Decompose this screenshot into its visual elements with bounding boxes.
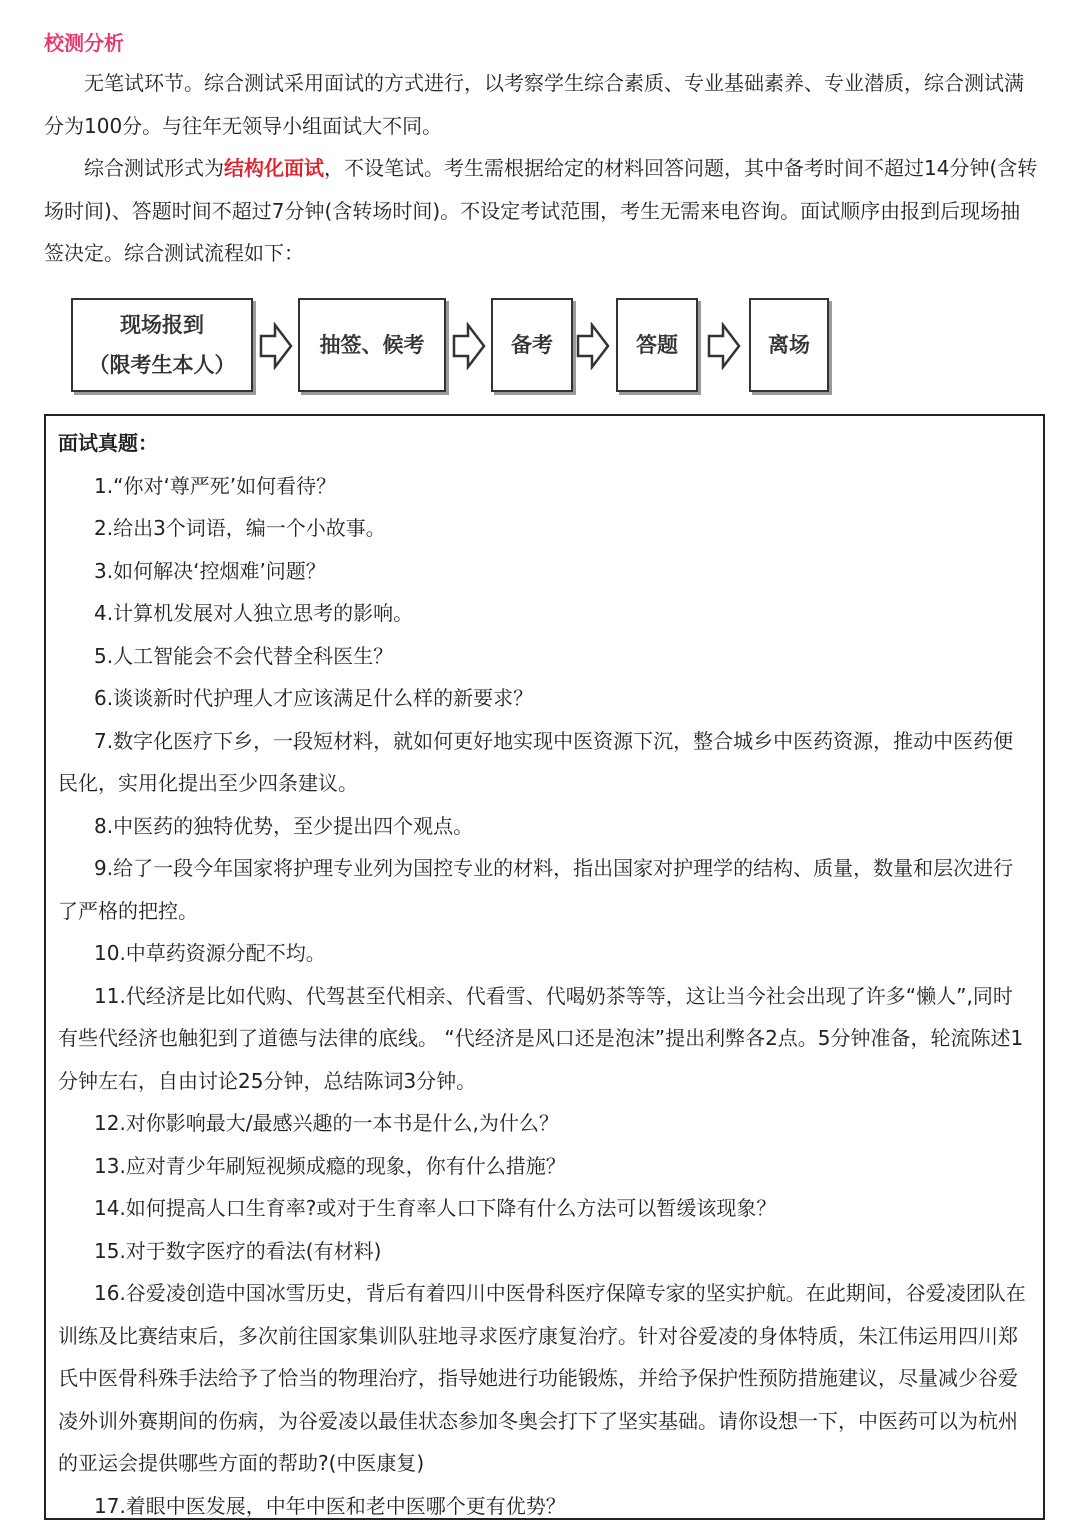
question-item: 11.代经济是比如代购、代驾甚至代相亲、代看雪、代喝奶茶等等，这让当今社会出现了许多“懒人”,同时有些代经济也触犯到了道德与法律的底线。 “代经济是风口还是泡沫”提出利弊各2点。5分钟准备，轮流陈述1分钟左右，自由讨论25分钟，总结陈词3分钟。 [58,983,1024,1093]
flow-step-prepare-label: 备考 [511,332,553,357]
intro-p2-before: 综合测试形式为 [84,156,224,180]
question-item: 15.对于数字医疗的看法(有材料) [94,1238,382,1263]
question-item: 2.给出3个词语，编一个小故事。 [94,516,386,540]
question-item: 9.给了一段今年国家将护理专业列为国控专业的材料，指出国家对护理学的结构、质量，数量和层次进行了严格的把控。 [58,856,1014,923]
question-item: 8.中医药的独特优势，至少提出四个观点。 [94,813,474,838]
intro-paragraph-2 [44,147,1040,275]
flow-step-checkin-line1: 现场报到 [120,312,204,337]
highlight-structured-interview: 结构化面试 [224,156,324,180]
section-heading: 校测分析 [44,31,124,55]
flow-step-prepare [491,298,573,392]
question-item: 4.计算机发展对人独立思考的影响。 [94,601,414,625]
arrow-right-icon [452,322,486,370]
intro-p2-after: ，不设笔试。考生需根据给定的材料回答问题，其中备考时间不超过14分钟(含转场时间)、答题时间不超过7分钟(含转场时间)。不设定考试范围，考生无需来电咨询。面试顺序由报到后现场抽签决定。综合测试流程如下： [44,156,1038,265]
flow-step-leave-label: 离场 [768,332,810,357]
arrow-right-icon [707,322,741,370]
question-item: 13.应对青少年刷短视频成瘾的现象，你有什么措施？ [94,1153,566,1178]
question-item: 14.如何提高人口生育率?或对于生育率人口下降有什么方法可以暂缓该现象？ [94,1196,777,1220]
interview-questions-box [44,414,1045,1520]
question-item: 1.“你对‘尊严死’如何看待？ [94,473,337,498]
question-item: 12.对你影响最大/最感兴趣的一本书是什么,为什么？ [94,1111,559,1135]
flow-step-leave [749,298,829,392]
intro-paragraph-1: 无笔试环节。综合测试采用面试的方式进行，以考察学生综合素质、专业基础素养、专业潜质，综合测试满分为100分。与往年无领导小组面试大不同。 [44,71,1024,138]
question-item: 16.谷爱凌创造中国冰雪历史，背后有着四川中医骨科医疗保障专家的坚实护航。在此期间，谷爱凌团队在训练及比赛结束后，多次前往国家集训队驻地寻求医疗康复治疗。针对谷爱凌的身体特质，朱江伟运用四川郑氏中医骨科殊手法给予了恰当的物理治疗，指导她进行功能锻炼，并给予保护性预防措施建议，尽量减少谷爱凌外训外赛期间的伤病，为谷爱凌以最佳状态参加冬奥会打下了坚实基础。请你设想一下，中医药可以为杭州的亚运会提供哪些方面的帮助?(中医康复) [58,1281,1026,1475]
arrow-right-icon [259,322,293,370]
arrow-right-icon [576,322,610,370]
flow-step-checkin-line2: （限考生本人） [88,352,236,377]
intro-text [44,62,1040,275]
question-item: 7.数字化医疗下乡，一段短材料，就如何更好地实现中医资源下沉，整合城乡中医药资源，推动中医药便民化，实用化提出至少四条建议。 [58,728,1014,795]
flow-step-answer-label: 答题 [636,332,678,357]
flow-step-draw-lots [298,298,446,392]
question-item: 3.如何解决‘控烟难’问题？ [94,558,326,583]
flow-step-checkin [71,298,253,392]
flow-step-draw-lots-label: 抽签、候考 [319,332,425,357]
question-item: 17.着眼中医发展，中年中医和老中医哪个更有优势？ [94,1493,566,1518]
question-item: 5.人工智能会不会代替全科医生？ [94,643,394,668]
flow-step-answer [616,298,698,392]
questions-title: 面试真题： [58,431,158,455]
question-item: 10.中草药资源分配不均。 [94,941,326,965]
question-item: 6.谈谈新时代护理人才应该满足什么样的新要求？ [94,686,534,710]
